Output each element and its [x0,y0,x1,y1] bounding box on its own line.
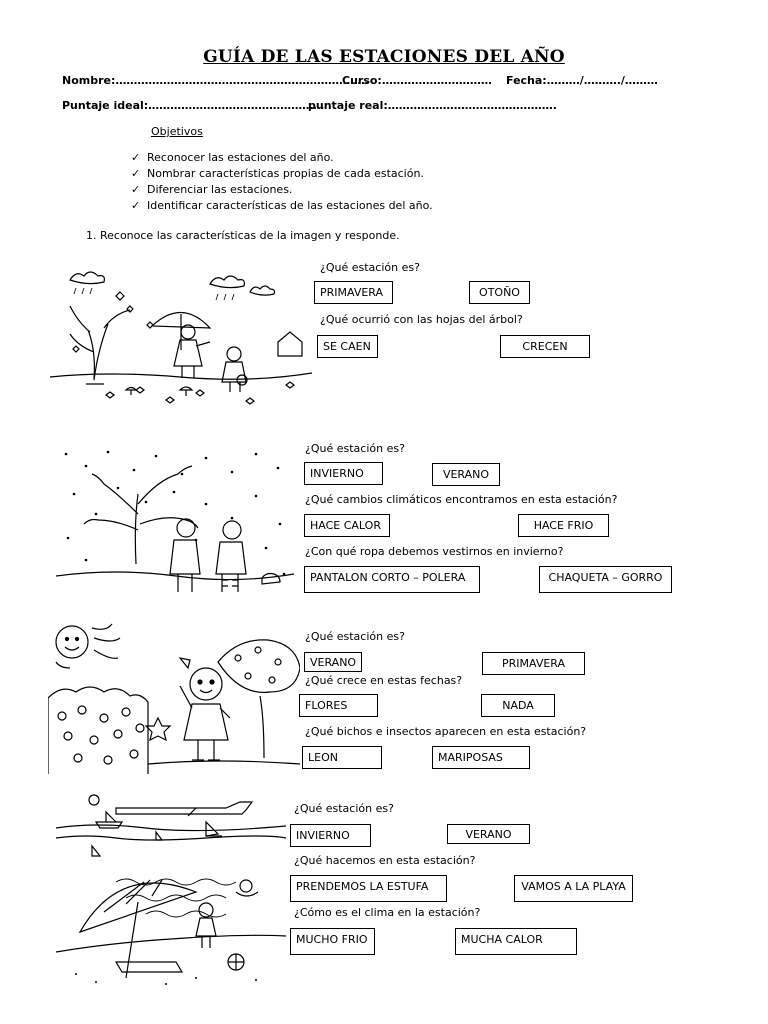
autumn-scene-image [50,262,312,412]
question-text: ¿Qué estación es? [294,802,394,815]
question-text: ¿Qué cambios climáticos encontramos en esta estación? [305,493,618,506]
answer-option-invierno[interactable]: INVIERNO [304,462,383,485]
answer-option-chaqueta-gorro[interactable]: CHAQUETA – GORRO [539,566,672,593]
answer-option-hace-frio[interactable]: HACE FRIO [518,514,609,537]
puntaje-ideal-field[interactable]: Puntaje ideal:………………………………………… [62,99,325,112]
question-text: ¿Qué hacemos en esta estación? [294,854,476,867]
answer-option-verano[interactable]: VERANO [304,652,362,672]
answer-option-crecen[interactable]: CRECEN [500,335,590,358]
answer-option-nada[interactable]: NADA [481,694,555,717]
question-text: ¿Qué estación es? [305,630,405,643]
objective-item: ✓ Nombrar características propias de cada estación. [131,167,424,180]
question-text: ¿Qué crece en estas fechas? [305,674,463,687]
answer-option-mucha-calor[interactable]: MUCHA CALOR [455,928,577,955]
question-text: ¿Qué estación es? [320,261,420,274]
answer-option-hace-calor[interactable]: HACE CALOR [304,514,390,537]
winter-scene-image [56,444,294,604]
answer-option-vamos-a-la-playa[interactable]: VAMOS A LA PLAYA [514,875,633,902]
question-text: ¿Con qué ropa debemos vestirnos en invierno? [305,545,564,558]
answer-option-leon[interactable]: LEON [302,746,382,769]
answer-option-primavera[interactable]: PRIMAVERA [314,281,393,304]
check-icon: ✓ [131,199,141,212]
question-text: ¿Qué ocurrió con las hojas del árbol? [320,313,523,326]
answer-option-mariposas[interactable]: MARIPOSAS [432,746,530,769]
answer-option-prendemos-la-estufa[interactable]: PRENDEMOS LA ESTUFA [290,875,447,902]
answer-option-pantalon-corto[interactable]: PANTALON CORTO – POLERA [304,566,480,593]
answer-option-primavera[interactable]: PRIMAVERA [482,652,585,675]
check-icon: ✓ [131,167,141,180]
question-text: ¿Cómo es el clima en la estación? [294,906,481,919]
question-text: ¿Qué estación es? [305,442,405,455]
answer-option-verano[interactable]: VERANO [432,463,500,486]
answer-option-se-caen[interactable]: SE CAEN [317,335,378,358]
answer-option-verano[interactable]: VERANO [447,824,530,844]
fecha-field[interactable]: Fecha:………/………./……… [506,74,658,87]
check-icon: ✓ [131,183,141,196]
question-text: ¿Qué bichos e insectos aparecen en esta estación? [305,725,587,738]
objective-item: ✓ Diferenciar las estaciones. [131,183,293,196]
answer-option-otono[interactable]: OTOÑO [469,281,530,304]
check-icon: ✓ [131,151,141,164]
answer-option-mucho-frio[interactable]: MUCHO FRIO [290,928,375,955]
answer-option-invierno[interactable]: INVIERNO [290,824,371,847]
nombre-field[interactable]: Nombre:…………………………………………………………… [62,74,369,87]
page-title: GUÍA DE LAS ESTACIONES DEL AÑO [203,47,565,67]
objective-item: ✓ Reconocer las estaciones del año. [131,151,334,164]
summer-scene-image [56,792,286,990]
spring-scene-image [48,618,300,774]
objectives-title: Objetivos [151,125,203,138]
curso-field[interactable]: Curso:………………………… [342,74,492,87]
puntaje-real-field[interactable]: puntaje real:………………………………………. [308,99,557,112]
objective-item: ✓ Identificar características de las estaciones del año. [131,199,433,212]
instruction-text: 1. Reconoce las características de la imagen y responde. [86,229,400,242]
answer-option-flores[interactable]: FLORES [299,694,378,717]
